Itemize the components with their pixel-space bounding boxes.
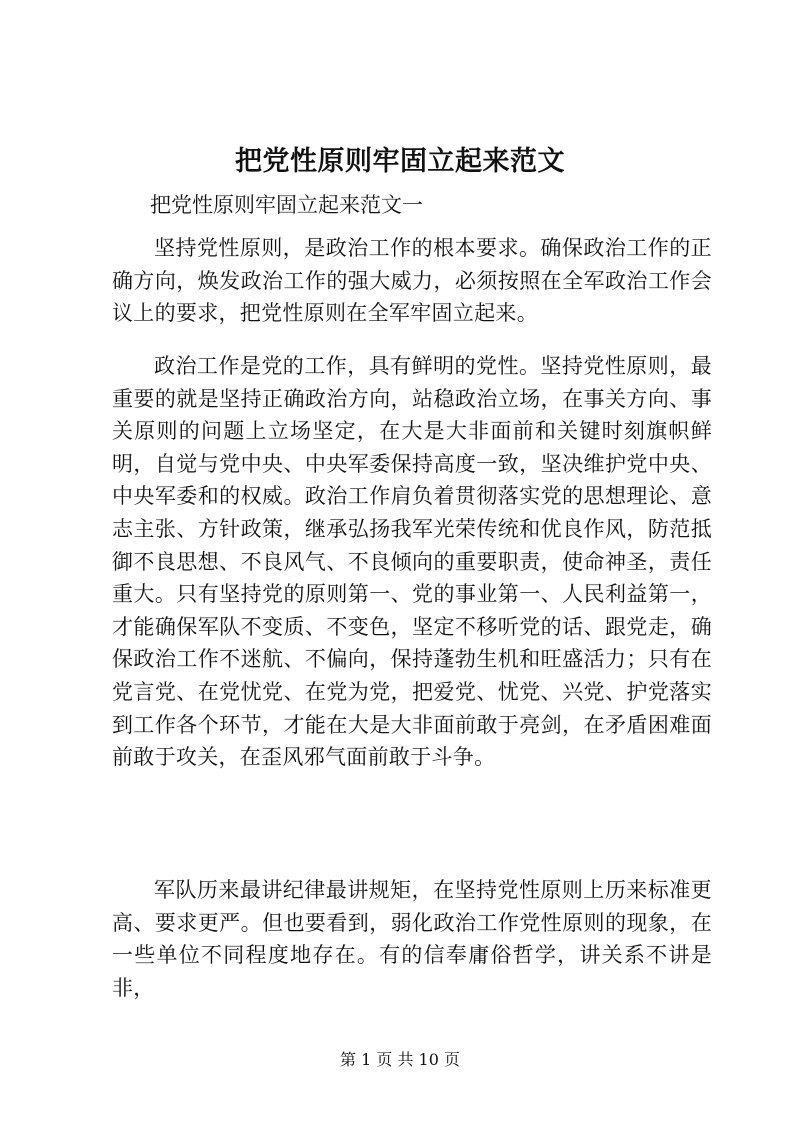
paragraph-3: 军队历来最讲纪律最讲规矩，在坚持党性原则上历来标准更高、要求更严。但也要看到，弱化政治工作党性原则的现象，在一些单位不同程度地存在。有的信奉庸俗哲学，讲关系不讲是非， [112,878,712,1000]
paragraph-1: 坚持党性原则，是政治工作的根本要求。确保政治工作的正确方向，焕发政治工作的强大威力，必须按照在全军政治工作会议上的要求，把党性原则在全军牢固立起来。 [112,236,712,326]
page-footer: 第 1 页 共 10 页 [340,1050,460,1069]
document-title: 把党性原则牢固立起来范文 [235,146,565,177]
paragraph-2: 政治工作是党的工作，具有鲜明的党性。坚持党性原则，最重要的就是坚持正确政治方向，站稳政治立场，在事关方向、事关原则的问题上立场坚定，在大是大非面前和关键时刻旗帜鲜明，自觉与党中央、中央军委保持高度一致，坚决维护党中央、中央军委和的权威。政治工作肩负着贯彻落实党的思想理论、意志主张、方针政策，继承弘扬我军光荣传统和优良作风，防范抵御不良思想、不良风气、不良倾向的重要职责，使命神圣，责任重大。只有坚持党的原则第一、党的事业第一、人民利益第一，才能确保军队不变质、不变色，坚定不移听党的话、跟党走，确保政治工作不迷航、不偏向，保持蓬勃生机和旺盛活力；只有在党言党、在党忧党、在党为党，把爱党、忧党、兴党、护党落实到工作各个环节，才能在大是大非面前敢于亮剑，在矛盾困难面前敢于攻关，在歪风邪气面前敢于斗争。 [112,354,712,770]
document-subtitle: 把党性原则牢固立起来范文一 [150,193,423,217]
